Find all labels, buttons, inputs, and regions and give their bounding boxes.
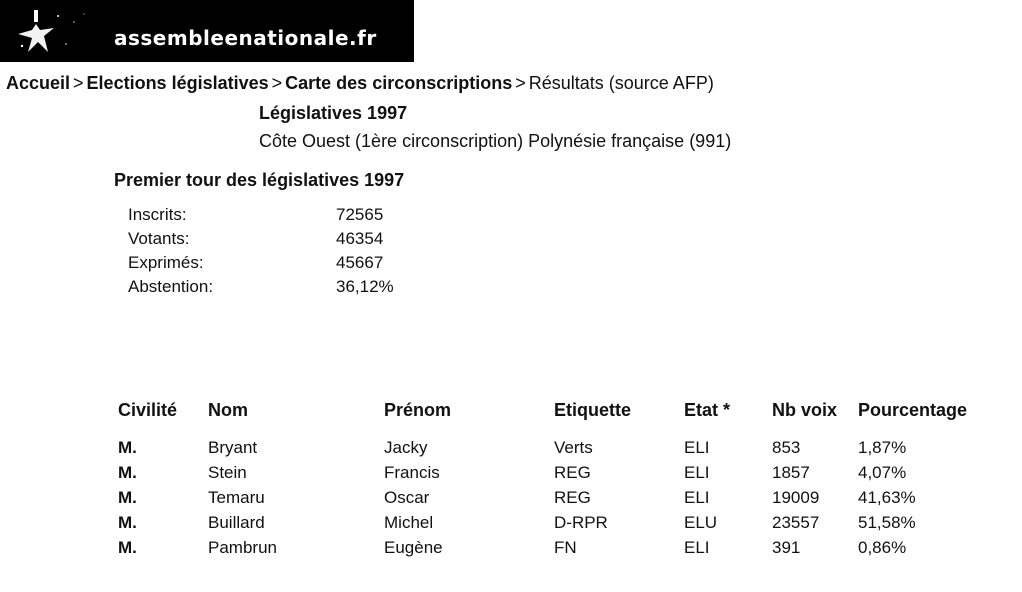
stat-label: Exprimés: bbox=[128, 253, 204, 272]
header-pourcentage: Pourcentage bbox=[858, 400, 968, 420]
cell-etat: ELI bbox=[684, 462, 710, 482]
cell-prenom: Jacky bbox=[384, 437, 428, 457]
page-title: Législatives 1997 bbox=[259, 103, 408, 123]
stat-label: Abstention: bbox=[128, 277, 214, 296]
breadcrumb-current: Résultats (source AFP) bbox=[528, 73, 714, 93]
cell-etat: ELU bbox=[684, 512, 718, 532]
page-subtitle: Côte Ouest (1ère circonscription) Polynésie française (991) bbox=[259, 131, 732, 151]
breadcrumb-home-link[interactable]: Accueil bbox=[6, 73, 71, 93]
cell-nom: Buillard bbox=[208, 512, 265, 532]
site-logo[interactable] bbox=[0, 0, 414, 62]
table-row bbox=[118, 435, 1018, 460]
breadcrumb-separator: > bbox=[73, 73, 84, 93]
stat-value: 45667 bbox=[336, 253, 384, 272]
cell-etiquette: D-RPR bbox=[554, 512, 608, 532]
breadcrumb-map-link[interactable]: Carte des circonscriptions bbox=[285, 73, 513, 93]
cell-etiquette: REG bbox=[554, 462, 591, 482]
hemicycle-logo-icon bbox=[14, 6, 106, 58]
logo-text: assembleenationale.fr bbox=[114, 26, 377, 50]
cell-nb-voix: 23557 bbox=[772, 512, 820, 532]
breadcrumb-elections-link[interactable]: Elections législatives bbox=[86, 73, 269, 93]
stat-row-votants bbox=[128, 229, 394, 253]
cell-etat: ELI bbox=[684, 437, 710, 457]
table-row bbox=[118, 460, 1018, 485]
cell-nom: Bryant bbox=[208, 437, 258, 457]
cell-etat: ELI bbox=[684, 487, 710, 507]
stat-label: Inscrits: bbox=[128, 205, 187, 224]
cell-nb-voix: 391 bbox=[772, 537, 801, 557]
header-nb-voix: Nb voix bbox=[772, 400, 838, 420]
cell-nb-voix: 19009 bbox=[772, 487, 820, 507]
cell-prenom: Francis bbox=[384, 462, 440, 482]
section-title: Premier tour des législatives 1997 bbox=[114, 170, 405, 190]
cell-prenom: Michel bbox=[384, 512, 434, 532]
cell-pourcentage: 1,87% bbox=[858, 437, 907, 457]
header-etat: Etat * bbox=[684, 400, 731, 420]
table-row bbox=[118, 535, 1018, 560]
table-header-row bbox=[118, 385, 1018, 435]
cell-prenom: Eugène bbox=[384, 537, 443, 557]
turnout-stats bbox=[128, 205, 394, 301]
cell-prenom: Oscar bbox=[384, 487, 430, 507]
cell-nom: Pambrun bbox=[208, 537, 277, 557]
cell-civilite: M. bbox=[118, 537, 137, 557]
table-row bbox=[118, 485, 1018, 510]
cell-nom: Temaru bbox=[208, 487, 265, 507]
cell-etiquette: FN bbox=[554, 537, 577, 557]
cell-pourcentage: 0,86% bbox=[858, 537, 907, 557]
breadcrumb-separator: > bbox=[515, 73, 526, 93]
header-etiquette: Etiquette bbox=[554, 400, 632, 420]
cell-civilite: M. bbox=[118, 487, 137, 507]
breadcrumb bbox=[6, 73, 714, 94]
cell-pourcentage: 41,63% bbox=[858, 487, 916, 507]
header-civilite: Civilité bbox=[118, 400, 178, 420]
cell-civilite: M. bbox=[118, 462, 137, 482]
cell-civilite: M. bbox=[118, 512, 137, 532]
stat-row-exprimes bbox=[128, 253, 394, 277]
cell-nom: Stein bbox=[208, 462, 247, 482]
stat-row-inscrits bbox=[128, 205, 394, 229]
cell-pourcentage: 4,07% bbox=[858, 462, 907, 482]
cell-civilite: M. bbox=[118, 437, 137, 457]
stat-value: 46354 bbox=[336, 229, 384, 248]
cell-etiquette: Verts bbox=[554, 437, 593, 457]
cell-nb-voix: 853 bbox=[772, 437, 801, 457]
stat-row-abstention bbox=[128, 277, 394, 301]
stat-value: 72565 bbox=[336, 205, 384, 224]
header-nom: Nom bbox=[208, 400, 248, 420]
cell-etat: ELI bbox=[684, 537, 710, 557]
stat-value: 36,12% bbox=[336, 277, 394, 296]
header-prenom: Prénom bbox=[384, 400, 452, 420]
cell-pourcentage: 51,58% bbox=[858, 512, 916, 532]
cell-etiquette: REG bbox=[554, 487, 591, 507]
table-row bbox=[118, 510, 1018, 535]
cell-nb-voix: 1857 bbox=[772, 462, 810, 482]
results-table bbox=[118, 385, 1018, 560]
stat-label: Votants: bbox=[128, 229, 190, 248]
breadcrumb-separator: > bbox=[271, 73, 283, 93]
